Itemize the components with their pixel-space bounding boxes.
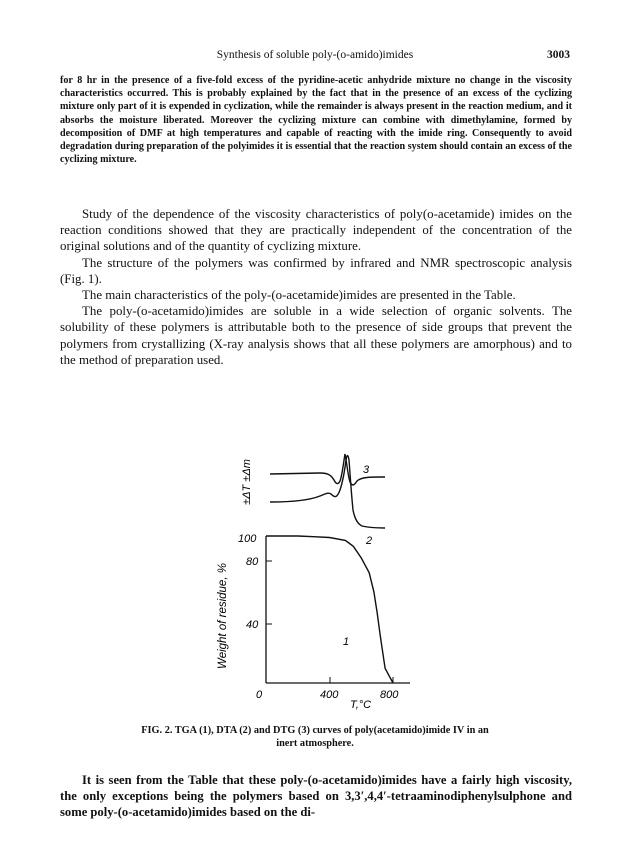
y-tick-label-100: 100 (238, 533, 257, 545)
closing-paragraph: It is seen from the Table that these poly-(o-acetamido)imides have a fairly high viscosity, the only exceptions being the polymers based on 3,3′,4,4′-tetraaminodiphenylsulphone and some poly-(o-acetamido)imides based on the di- (60, 773, 572, 820)
small-print-paragraph-block (60, 74, 572, 166)
curve-label-1: 1 (343, 636, 350, 648)
running-header (60, 49, 570, 67)
x-tick-label-0: 0 (256, 689, 263, 701)
x-axis-label: T,°C (350, 699, 372, 710)
figure-caption (110, 724, 520, 750)
page-number: 3003 (547, 49, 570, 61)
body-text (60, 206, 572, 368)
y-axis-bottom-label: Weight of residue, % (217, 563, 229, 669)
paragraph-2: The structure of the polymers was confirmed by infrared and NMR spectroscopic analysis (Fig. 1). (60, 255, 572, 286)
curve-label-2: 2 (366, 535, 373, 547)
curve-1-tga (266, 536, 393, 683)
running-title: Synthesis of soluble poly-(o-amido)imides (216, 49, 414, 61)
closing-text (60, 772, 572, 821)
small-print-paragraph: for 8 hr in the presence of a five-fold excess of the pyridine-acetic anhydride mixture no change in the viscosity characteristics occurred. This is probably explained by the fact that in the presence of an excess of the cyclizing mixture only part of it is expended in cyclization, while the remainder is always present in the reaction medium, and it absorbs the moisture liberated. Moreover the cyclizing mixture can combine with dimethylamine, formed by decomposition of DMF at high temperatures and capable of reacting with the imide ring. Consequently to avoid degradation during preparation of the polyimides it is essential that the reaction system should contain an excess of the cyclizing mixture. (60, 75, 572, 166)
x-tick-label-800: 800 (380, 689, 399, 701)
paragraph-4: The poly-(o-acetamido)imides are soluble in a wide selection of organic solvents. The solubility of these polymers is attributable both to the presence of side groups that prevent the polymers from crystallizing (X-ray analysis shows that all these polymers are amorphous) and to the method of preparation used. (60, 304, 572, 367)
x-tick-label-400: 400 (320, 689, 339, 701)
y-tick-label-80: 80 (246, 556, 259, 568)
curve-label-3: 3 (363, 464, 370, 476)
thermal-analysis-chart (200, 440, 420, 710)
y-tick-label-40: 40 (246, 619, 259, 631)
caption-line-1: FIG. 2. TGA (1), DTA (2) and DTG (3) curves of poly(acetamido)imide IV in an (141, 725, 489, 736)
paragraph-1: Study of the dependence of the viscosity characteristics of poly(o-acetamide) imides on the reaction conditions showed that they are practically independent of the concentration of the original solutions and of the quantity of cyclizing mixture. (60, 207, 572, 254)
caption-line-2: inert atmosphere. (276, 738, 354, 749)
y-axis-top-label: ±ΔT ±Δm (241, 459, 253, 505)
figure-2 (200, 440, 420, 710)
paragraph-3: The main characteristics of the poly-(o-acetamide)imides are presented in the Table. (82, 288, 516, 303)
